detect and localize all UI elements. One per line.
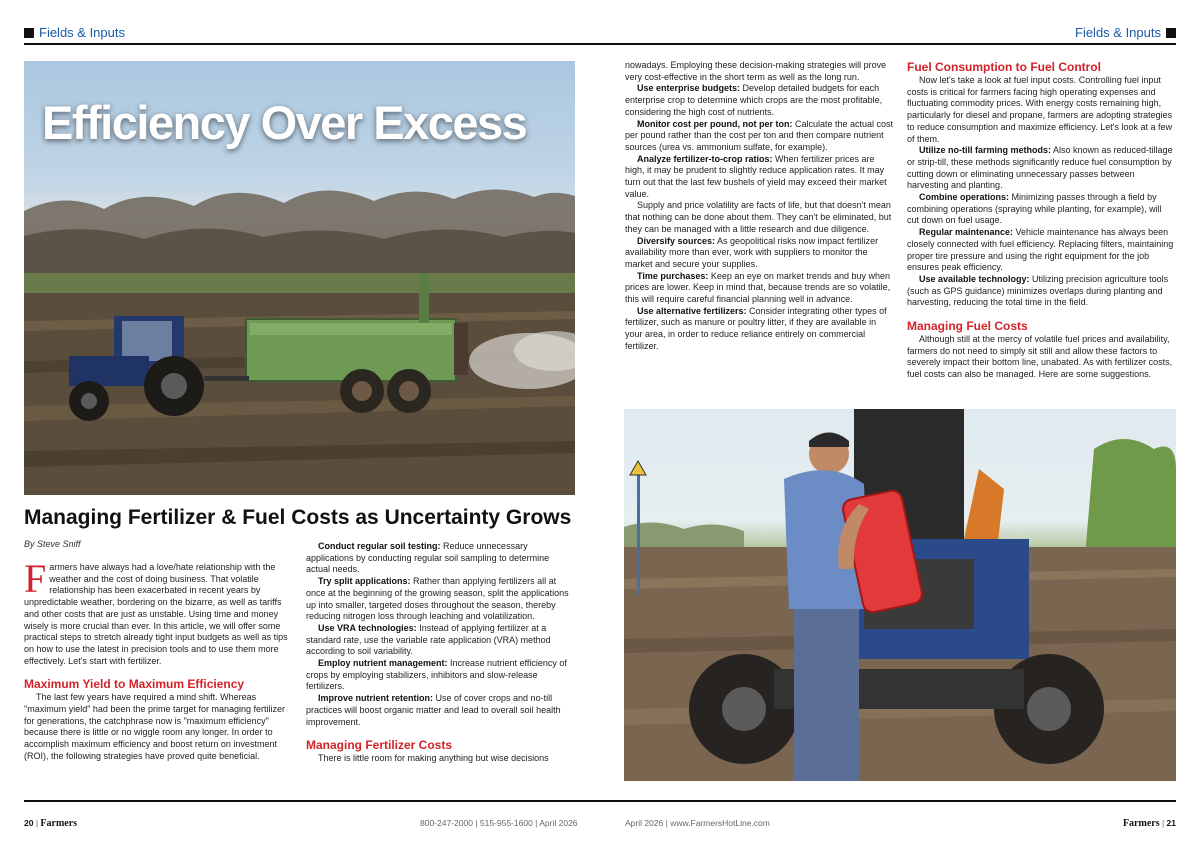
item-text: Vehicle maintenance has always been closely connected with fuel efficiency. Replacing filters, maintaining proper tire pressure and using the right equipment for the job ensures peak efficiency.	[907, 227, 1174, 273]
item-label: Combine operations:	[919, 192, 1010, 203]
item-text: Minimizing passes through a field by combining operations (spraying while planting, for example), will cut down on fuel usage.	[907, 192, 1162, 226]
list-item	[625, 83, 895, 118]
item-text: Reduce unnecessary applications by conducting regular soil sampling to determine actual needs.	[306, 541, 550, 575]
column-3	[625, 60, 895, 353]
list-item	[306, 623, 575, 658]
footer-left-contact: 800-247-2000 | 515-955-1600 | April 2026	[420, 818, 578, 828]
item-label: Use enterprise budgets:	[637, 83, 741, 94]
paragraph: The last few years have required a mind shift. Whereas "maximum yield" had been the prime target for managing fertilizer for generations, the catchphrase now is "maximum efficiency" because there is little or no wiggle room any longer. In order to accomplish maximum efficiency and boost return on investment (ROI), the following strategies have proved quite beneficial.	[24, 692, 286, 761]
list-item	[306, 541, 575, 576]
column-4	[907, 60, 1176, 381]
item-text: Consider integrating other types of fertilizer, such as manure or poultry litter, if they are available in your area, in order to reduce reliance entirely on commercial fertilizer.	[625, 305, 887, 351]
item-text: Calculate the actual cost per pound rather than the cost per ton and then compare nutrient sources (urea vs. ammonium sulfate, for example).	[625, 118, 894, 152]
list-item	[625, 306, 895, 353]
farmer-refueling-illustration	[624, 409, 1176, 781]
column-1	[24, 556, 290, 763]
item-label: Utilize no-till farming methods:	[919, 145, 1051, 156]
paragraph: Although still at the mercy of volatile fuel prices and availability, farmers do not need to simply sit still and allow these factors to severely impact their bottom line, unabated. As with fertilizer costs, fuel costs can also be managed. Here are some suggestions.	[907, 334, 1173, 380]
paragraph: nowadays. Employing these decision-making strategies will prove very cost-effective in the short term as well as the long run.	[625, 60, 887, 82]
item-label: Conduct regular soil testing:	[318, 541, 441, 551]
article-title: Managing Fertilizer & Fuel Costs as Uncertainty Grows	[24, 506, 572, 529]
item-text: Increase nutrient efficiency of crops by employing stabilizers, inhibitors and slow-release fertilizers.	[306, 658, 567, 692]
paragraph: There is little room for making anything but wise decisions	[318, 753, 549, 764]
section-label-left	[24, 25, 125, 40]
hero-photo	[24, 61, 575, 495]
list-item	[306, 693, 575, 728]
intro-paragraph	[24, 556, 290, 667]
page-number-right: 21	[1166, 818, 1176, 828]
section-label-right	[1075, 25, 1176, 40]
column-2	[306, 541, 575, 765]
square-bullet-icon	[24, 28, 34, 38]
footer-left-page: 20 | Farmers	[24, 818, 78, 829]
heading-managing-fuel: Managing Fuel Costs	[907, 319, 1028, 334]
item-text: Develop detailed budgets for each enterprise crop to determine which crops are the most profitable, considering the high cost of nutrients.	[625, 83, 883, 117]
list-item	[625, 154, 895, 201]
section-label-left-text: Fields & Inputs	[39, 25, 125, 40]
list-item	[907, 227, 1176, 274]
paragraph: Now let's take a look at fuel input costs. Controlling fuel input costs is critical for farmers facing high operating expenses and fluctuating commodity prices. With energy costs remaining high, particularly for diesel and propane, farmers are adopting strategies to reduce consumption and maximize efficiency. Let's look at a few of them.	[907, 75, 1173, 144]
drop-cap: F	[24, 556, 47, 601]
hero-title: Efficiency Over Excess	[42, 96, 527, 149]
item-text: Instead of applying fertilizer at a standard rate, use the variable rate application (VRA) method according to soil variability.	[306, 622, 551, 657]
paragraph: Supply and price volatility are facts of life, but that doesn't mean that nothing can be done about them. They can't be eliminated, but they can be managed with a little research and due diligence.	[625, 200, 892, 234]
list-item	[306, 576, 575, 623]
heading-fuel-consumption: Fuel Consumption to Fuel Control	[907, 60, 1101, 74]
item-label: Employ nutrient management:	[318, 658, 448, 669]
item-label: Use available technology:	[919, 273, 1030, 284]
item-text: As geopolitical risks now impact fertilizer availability more than ever, work with suppliers to monitor the market and secure your supplies.	[625, 235, 879, 269]
header-rule	[24, 43, 1176, 45]
heading-managing-fertilizer: Managing Fertilizer Costs	[306, 738, 453, 753]
section-label-right-text: Fields & Inputs	[1075, 25, 1161, 40]
list-item	[907, 274, 1176, 309]
item-text: Utilizing precision agriculture tools (such as GPS guidance) minimizes overlaps during planting and harvesting, reducing the total time in the field.	[907, 273, 1169, 308]
item-text: Rather than applying fertilizers all at once at the beginning of the growing season, split the applications up into smaller, targeted doses throughout the season, thereby reducing nitrogen loss through leaching and volatilization.	[306, 576, 569, 622]
list-item	[907, 145, 1176, 192]
item-text: Keep an eye on market trends and buy when prices are lower. Keep in mind that, because trends are so volatile, this will require careful financial planning well in advance.	[625, 270, 891, 305]
list-item	[625, 119, 895, 154]
item-text: Also known as reduced-tillage or strip-till, these methods significantly reduce fuel consumption by cutting down or eliminating unnecessary passes between harvesting and planting.	[907, 145, 1173, 191]
item-label: Use VRA technologies:	[318, 622, 417, 633]
byline: By Steve Sniff	[24, 539, 81, 549]
square-bullet-icon	[1166, 28, 1176, 38]
footer-rule	[24, 800, 1176, 802]
item-label: Regular maintenance:	[919, 227, 1014, 238]
heading-maximum-yield: Maximum Yield to Maximum Efficiency	[24, 677, 245, 692]
list-item	[907, 192, 1176, 227]
page-number-left: 20	[24, 818, 34, 828]
list-item	[306, 658, 575, 693]
item-label: Improve nutrient retention:	[318, 693, 434, 704]
item-label: Diversify sources:	[637, 235, 716, 246]
item-label: Try split applications:	[318, 576, 411, 587]
refueling-photo	[624, 409, 1176, 781]
magazine-logo-right: Farmers	[1122, 818, 1160, 829]
footer-right-contact: April 2026 | www.FarmersHotLine.com	[625, 818, 770, 828]
page-header	[0, 0, 1200, 46]
footer-right-page: Farmers | 21	[1122, 818, 1176, 829]
item-text: Use of cover crops and no-till practices will boost organic matter and lead to overall soil health improvement.	[306, 693, 561, 727]
intro-text: armers have always had a love/hate relationship with the weather and the cost of doing business. That volatile relationship has been exacerbated in recent years by unpredictable weather, bordering on the bizarre, as well as tariffs and other costs that are just as unstable. Using time and money wisely is more crucial than ever. In this article, we will offer some practical steps to stretch already tight input budgets as well as tips on how to use the latest in precision tools and to use them more effectively. Let's start with fertilizer.	[24, 562, 288, 666]
list-item	[625, 236, 895, 271]
list-item	[625, 271, 895, 306]
item-label: Use alternative fertilizers:	[637, 305, 747, 316]
item-label: Monitor cost per pound, not per ton:	[637, 118, 793, 129]
magazine-logo-left: Farmers	[40, 818, 78, 829]
item-text: When fertilizer prices are high, it may be prudent to slightly reduce application rates. It may turn out that the last few bushels of yield may exceed their market value.	[625, 153, 887, 199]
item-label: Analyze fertilizer-to-crop ratios:	[637, 153, 773, 164]
item-label: Time purchases:	[637, 270, 709, 281]
